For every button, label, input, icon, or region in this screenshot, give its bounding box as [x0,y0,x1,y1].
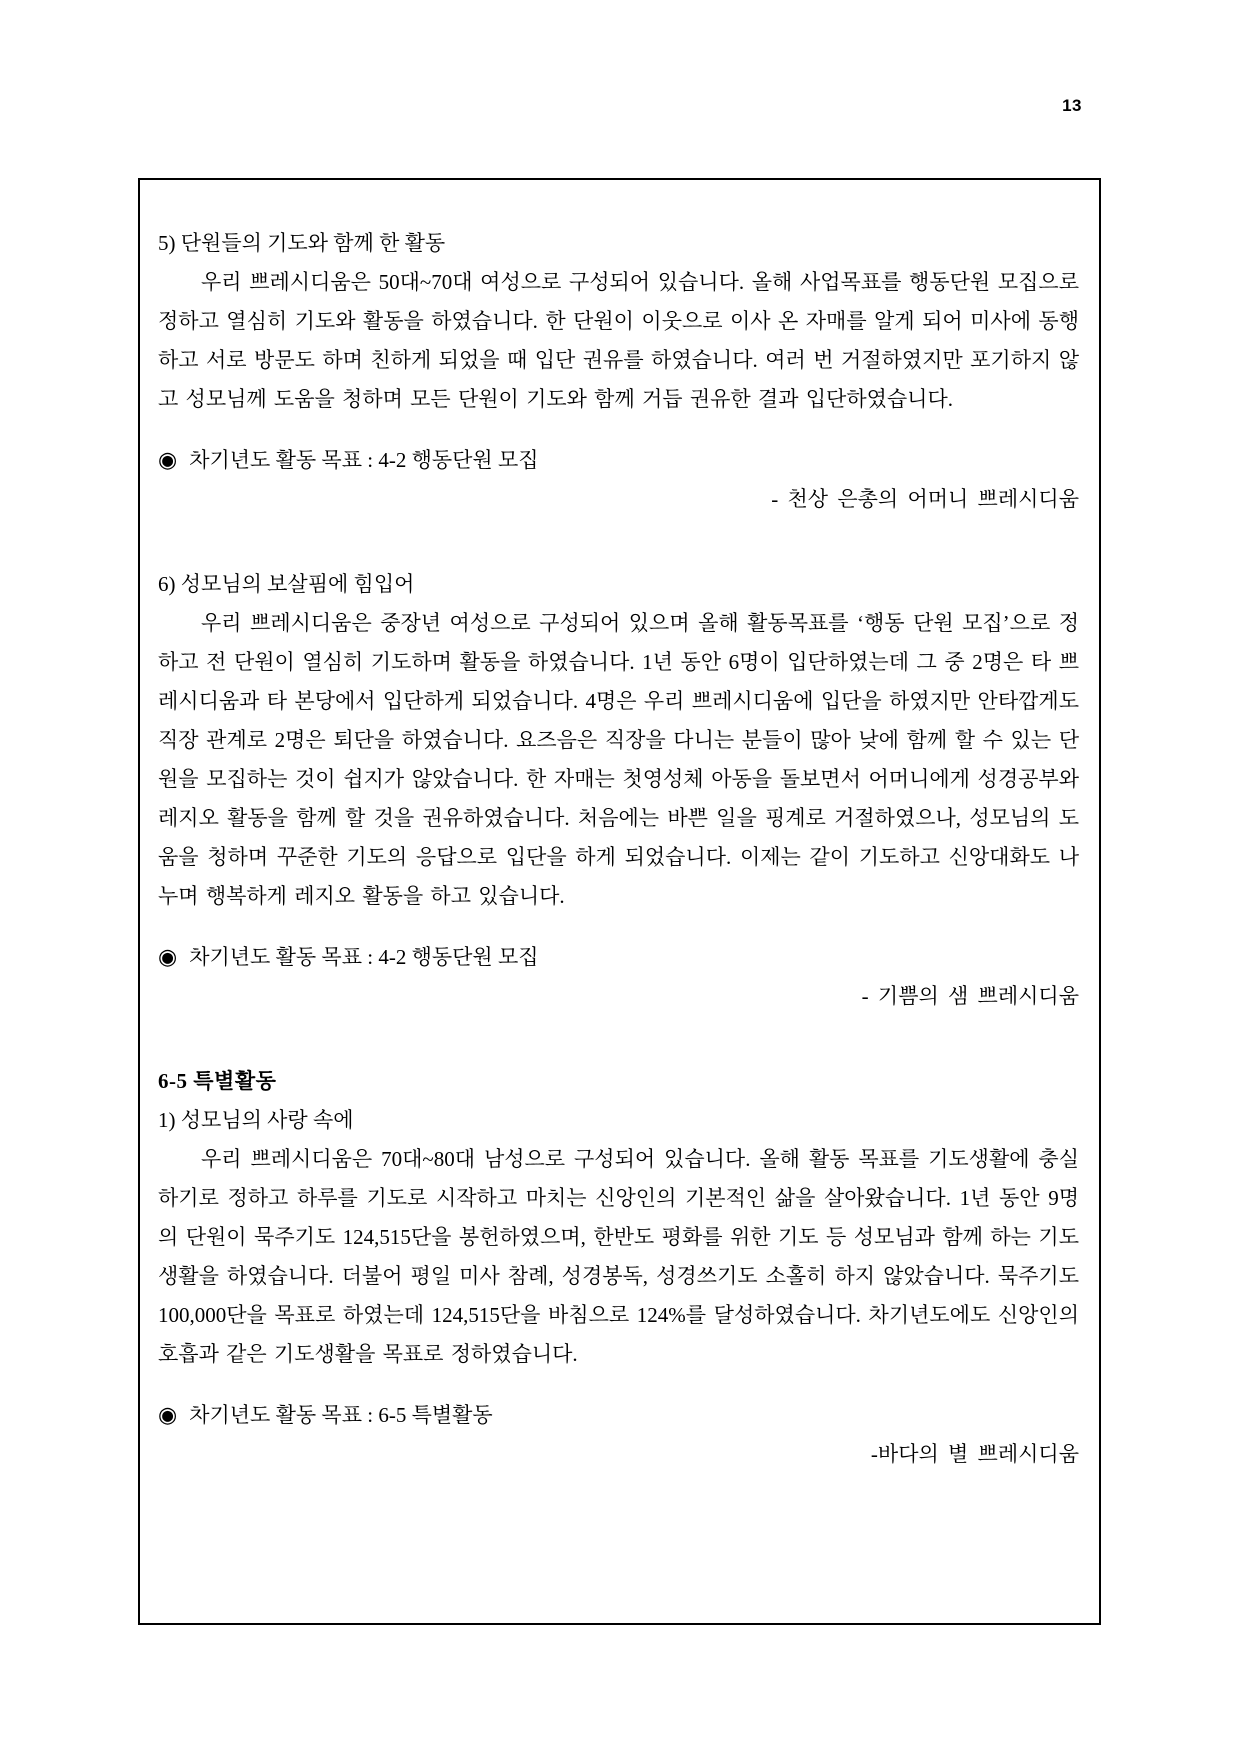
section-6-5 [158,1062,1079,1474]
section-1-signature: -바다의 별 쁘레시디움 [870,1442,1079,1466]
section-5-title: 5) 단원들의 기도와 함께 한 활동 [158,231,446,255]
section-6-goal-text: 차기년도 활동 목표 : 4-2 행동단원 모집 [189,945,539,969]
section-6 [158,565,1079,1016]
section-1-title: 1) 성모님의 사랑 속에 [158,1108,354,1132]
section-1-goal-line [158,1395,1079,1435]
section-6-goal-line [158,937,1079,977]
section-1-body: 우리 쁘레시디움은 70대~80대 남성으로 구성되어 있습니다. 올해 활동 목표를 기도생활에 충실하기로 정하고 하루를 기도로 시작하고 마치는 신앙인의 기본적인 삶을 살아왔습니다. 1년 동안 9명의 단원이 묵주기도 124,515단을 봉헌하였으며, 한반도 평화를 위한 기도 등 성모님과 함께 하는 기도생활을 하였습니다. 더불어 평일 미사 참례, 성경봉독, 성경쓰기도 소홀히 하지 않았습니다. 묵주기도 100,000단을 목표로 하였는데 124,515단을 바침으로 124%를 달성하였습니다. 차기년도에도 신앙인의 호흡과 같은 기도생활을 목표로 정하였습니다. [158,1147,1079,1366]
section-5-goal-text: 차기년도 활동 목표 : 4-2 행동단원 모집 [189,448,539,472]
section-5-goal-line [158,440,1079,480]
page-number: 13 [1062,96,1082,115]
fisheye-bullet-icon: ◉ [158,1402,178,1427]
fisheye-bullet-icon: ◉ [158,944,178,969]
fisheye-bullet-icon: ◉ [158,447,178,472]
section-5 [158,224,1079,519]
section-6-title: 6) 성모님의 보살핌에 힘입어 [158,572,415,596]
section-5-signature: - 천상 은총의 어머니 쁘레시디움 [771,487,1079,511]
content-border-box [138,178,1101,1625]
section-1-goal-text: 차기년도 활동 목표 : 6-5 특별활동 [189,1403,493,1427]
chapter-heading-6-5: 6-5 특별활동 [158,1069,277,1093]
section-6-signature: - 기쁨의 샘 쁘레시디움 [861,984,1079,1008]
content-area [140,180,1099,1474]
section-6-body: 우리 쁘레시디움은 중장년 여성으로 구성되어 있으며 올해 활동목표를 ‘행동 단원 모집’으로 정하고 전 단원이 열심히 기도하며 활동을 하였습니다. 1년 동안 6명이 입단하였는데 그 중 2명은 타 쁘레시디움과 타 본당에서 입단하게 되었습니다. 4명은 우리 쁘레시디움에 입단을 하였지만 안타깝게도 직장 관계로 2명은 퇴단을 하였습니다. 요즈음은 직장을 다니는 분들이 많아 낮에 함께 할 수 있는 단원을 모집하는 것이 쉽지가 않았습니다. 한 자매는 첫영성체 아동을 돌보면서 어머니에게 성경공부와 레지오 활동을 함께 할 것을 권유하였습니다. 처음에는 바쁜 일을 핑계로 거절하였으나, 성모님의 도움을 청하며 꾸준한 기도의 응답으로 입단을 하게 되었습니다. 이제는 같이 기도하고 신앙대화도 나누며 행복하게 레지오 활동을 하고 있습니다. [158,611,1079,908]
section-5-body: 우리 쁘레시디움은 50대~70대 여성으로 구성되어 있습니다. 올해 사업목표를 행동단원 모집으로 정하고 열심히 기도와 활동을 하였습니다. 한 단원이 이웃으로 이사 온 자매를 알게 되어 미사에 동행하고 서로 방문도 하며 친하게 되었을 때 입단 권유를 하였습니다. 여러 번 거절하였지만 포기하지 않고 성모님께 도움을 청하며 모든 단원이 기도와 함께 거듭 권유한 결과 입단하였습니다. [158,270,1079,411]
